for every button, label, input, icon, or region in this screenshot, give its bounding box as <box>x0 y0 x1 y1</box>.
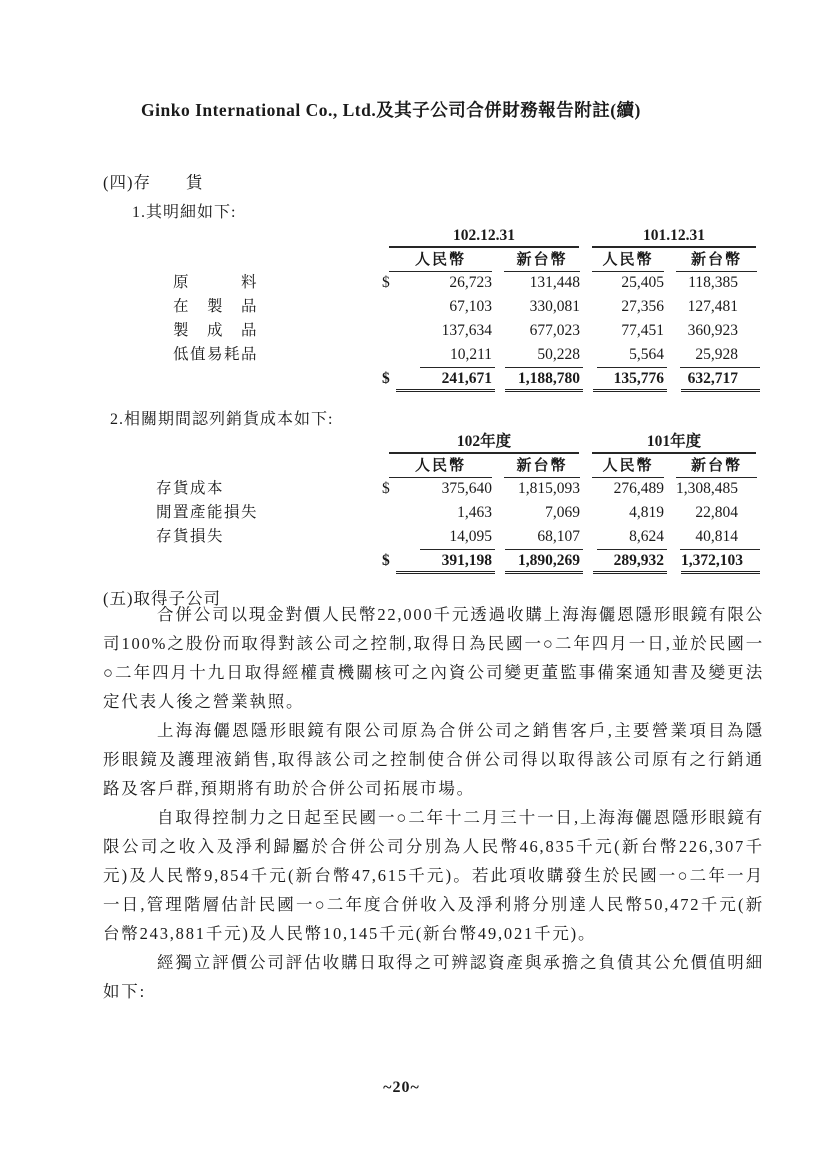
table-column-header: 新台幣 <box>676 454 757 478</box>
table-column-header: 人民幣 <box>389 454 492 478</box>
table-total-cell: 1,890,269 <box>505 550 583 574</box>
currency-symbol: $ <box>382 370 390 387</box>
table-total-cell <box>382 368 495 392</box>
table-cell: 22,804 <box>695 504 738 521</box>
table-cell: 68,107 <box>505 526 583 550</box>
table-cell: 25,405 <box>621 274 664 291</box>
section5-body <box>103 600 764 1006</box>
table-cell: 77,451 <box>621 322 664 339</box>
table-cell: 4,819 <box>629 504 664 521</box>
inventory-detail-table <box>173 224 760 392</box>
paragraph: 合併公司以現金對價人民幣22,000千元透過收購上海海儷恩隱形眼鏡有限公司100%之股份而取得對該公司之控制,取得日為民國一○二年四月一日,並於民國一○二年四月十九日取得經權責機關核可之內資公司變更董監事備案通知書及變更法定代表人後之營業執照。 <box>103 605 764 711</box>
table-row-label: 在 製 品 <box>173 298 259 315</box>
table-cell: 127,481 <box>687 298 738 315</box>
table-row-label: 原 料 <box>173 274 259 291</box>
table-cell: 1,463 <box>457 504 492 521</box>
table-spacer <box>156 454 380 478</box>
page-number: ~20~ <box>383 1079 420 1096</box>
table-group-header: 102.12.31 <box>389 224 579 248</box>
table-cell: 276,489 <box>613 480 664 497</box>
table-total-cell: 1,372,103 <box>681 550 760 574</box>
section5-heading: (五)取得子公司 <box>103 589 221 608</box>
table-value: 391,198 <box>441 552 492 569</box>
table-value: 375,640 <box>441 480 492 497</box>
currency-symbol: $ <box>382 480 390 497</box>
table-column-header: 新台幣 <box>504 248 580 272</box>
paragraph: 自取得控制力之日起至民國一○二年十二月三十一日,上海海儷恩隱形眼鏡有限公司之收入及淨利歸屬於合併公司分別為人民幣46,835千元(新台幣226,307千元)及人民幣9,854千元(新台幣47,615千元)。若此項收購發生於民國一○二年一月一日,管理階層估計民國一○二年度合併收入及淨利將分別達人民幣50,472千元(新台幣243,881千元)及人民幣10,145千元(新台幣49,021千元)。 <box>103 808 764 943</box>
table-value: 241,671 <box>441 370 492 387</box>
table-cell: 50,228 <box>505 344 583 368</box>
table-row-label: 存貨成本 <box>156 480 225 497</box>
table-spacer <box>156 550 380 574</box>
table-cell: 677,023 <box>529 322 580 339</box>
page-title: Ginko International Co., Ltd.及其子公司合併財務報告附註(續) <box>141 100 641 120</box>
table-cell: 67,103 <box>449 298 492 315</box>
table-column-header: 新台幣 <box>504 454 580 478</box>
table-row-label: 存貨損失 <box>156 528 225 545</box>
table-group-header: 101年度 <box>592 430 756 454</box>
table-column-header: 新台幣 <box>676 248 757 272</box>
table-total-cell: 289,932 <box>593 550 667 574</box>
section4-item2-label: 2.相關期間認列銷貨成本如下: <box>110 411 334 428</box>
table-cell: 27,356 <box>621 298 664 315</box>
table-spacer <box>173 248 380 272</box>
table-cell: 25,928 <box>680 344 760 368</box>
table-group-header: 101.12.31 <box>592 224 756 248</box>
table-row-label: 製 成 品 <box>173 322 259 339</box>
table-row-label: 低值易耗品 <box>173 346 259 363</box>
table-cell: 131,448 <box>529 274 580 291</box>
table-value: 26,723 <box>449 274 492 291</box>
paragraph: 經獨立評價公司評估收購日取得之可辨認資產與承擔之負債其公允價值明細如下: <box>103 953 764 1001</box>
table-row-label: 閒置產能損失 <box>156 504 259 521</box>
table-cell: 5,564 <box>597 344 667 368</box>
section4-item1-label: 1.其明細如下: <box>132 204 237 221</box>
table-group-header: 102年度 <box>389 430 579 454</box>
table-total-cell: 1,188,780 <box>505 368 583 392</box>
table-cell: 118,385 <box>688 274 738 291</box>
cogs-table <box>156 430 760 574</box>
table-cell: 1,308,485 <box>676 480 738 497</box>
table-cell: 40,814 <box>680 526 760 550</box>
currency-symbol: $ <box>382 274 390 291</box>
table-total-cell: 135,776 <box>593 368 667 392</box>
table-column-header: 人民幣 <box>389 248 492 272</box>
table-cell: 137,634 <box>441 322 492 339</box>
table-cell <box>380 478 495 502</box>
table-total-cell: 632,717 <box>681 368 760 392</box>
table-cell: 330,081 <box>529 298 580 315</box>
table-cell: 7,069 <box>545 504 580 521</box>
table-spacer <box>173 368 380 392</box>
table-cell: 360,923 <box>687 322 738 339</box>
table-column-header: 人民幣 <box>592 454 664 478</box>
section4-heading: (四)存 貨 <box>103 173 204 192</box>
table-total-cell <box>382 550 495 574</box>
table-cell: 8,624 <box>597 526 667 550</box>
table-cell: 10,211 <box>420 344 495 368</box>
table-spacer <box>173 224 380 248</box>
table-cell: 1,815,093 <box>518 480 580 497</box>
currency-symbol: $ <box>382 552 390 569</box>
table-cell <box>380 272 495 296</box>
table-column-header: 人民幣 <box>592 248 664 272</box>
table-cell: 14,095 <box>420 526 495 550</box>
table-spacer <box>156 430 380 454</box>
paragraph: 上海海儷恩隱形眼鏡有限公司原為合併公司之銷售客戶,主要營業項目為隱形眼鏡及護理液銷售,取得該公司之控制使合併公司得以取得該公司原有之行銷通路及客戶群,預期將有助於合併公司拓展市場。 <box>103 721 764 798</box>
